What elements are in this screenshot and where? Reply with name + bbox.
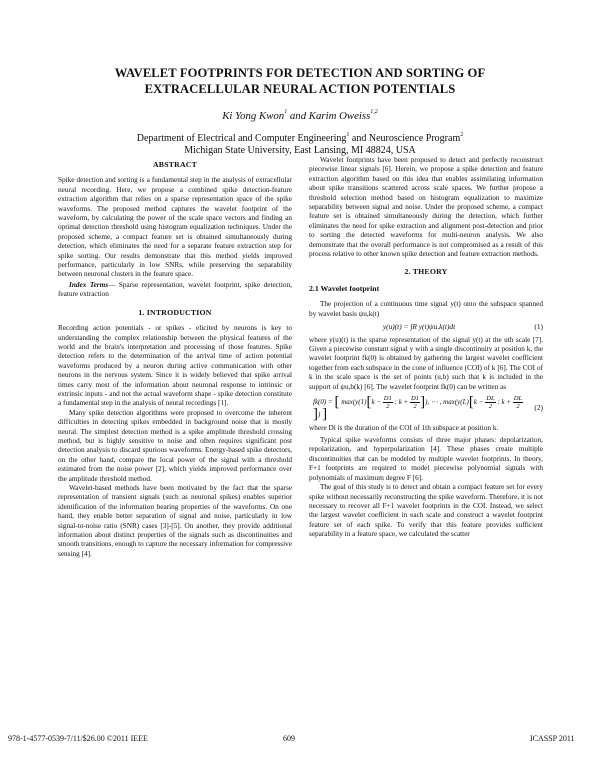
theory-paragraph-2: where y(u)(t) is the sparse representation of the signal y(t) at the uth scale [7]. Given a piecewise constant signal y with a single discontinuity at position k, the wavelet footprint fk(0) is obtained by gathering the largest wavelet coefficient together from each subspace in the cone of influence (COI) of k [6]. The COI of k in the scale space is the set of points (u,b) such that k is included in the support of ψu,b(k) [6]. The wavelet footprint fk(0) can be written as [309,335,543,391]
theory-paragraph-1: The projection of a continuous time signal y(t) onto the subspace spanned by wavelet basis ψu,k(t) [309,300,543,318]
author-1: Ki Yong Kwon [222,110,285,122]
affiliation-line-2: Michigan State University, East Lansing, MI 48824, USA [184,145,416,156]
author-2-sup: 1,2 [370,109,378,116]
equation-2-bracket-inner-open-2: [ [468,393,474,410]
equation-2-end: ) [318,410,321,419]
equation-2-mid: ), ⋯ , max(y(L) [425,398,469,407]
index-terms [58,281,292,300]
equation-2-lhs: fk(0) = [313,398,333,407]
equation-2-body [309,395,529,420]
index-terms-text: — Sparse representation, wavelet footprint, spike detection, feature extraction [58,280,292,299]
equation-2-bracket-inner-close-2: ] [313,405,318,422]
equation-2-frac-1-num: D1 [383,394,392,402]
affiliation-dept-b: Neuroscience Program [368,133,461,144]
left-column [58,156,292,559]
theory-paragraph-4: Typical spike waveforms consists of three major phases: depolarization, repolarization, and hyperpolarization [4]. These phases create multiple discontinuities that can be modeled by multiple wavelet footprints. In theory, F+1 footprints are required to model piecewise polynomial signals with polynomials of maximum degree F [6]. [309,436,543,482]
affiliation-and: and [349,133,369,144]
equation-2-frac-3-num: DL [486,394,495,402]
author-1-sup: 1 [284,109,288,116]
abstract-heading: ABSTRACT [152,160,198,169]
equation-2-frac-3-den: 2 [488,402,493,410]
equation-2 [309,395,543,420]
equation-1-number: (1) [534,322,543,332]
equation-2-frac-1 [383,395,393,410]
affiliation-dept-a: Department of Electrical and Computer Engineering [136,133,347,144]
affiliation [60,133,540,157]
authors-and: and [287,110,309,122]
equation-2-bracket-open: [ [334,393,340,410]
equation-2-k1: k − [371,398,382,407]
intro-paragraph-1: Recording action potentials - or spikes - elicited by neurons is key to understanding the complex relationship between the physical features of the world and the brain's interpretation and processing of those features. Spike detection refers to the determination of the arrival time of action potential waveforms produced by a neuron during active communication with other neurons in the nervous system. Since it is widely believed that spike arrival times carry most of the information about neuronal response to intrinsic or extrinsic inputs - and not the actual waveform shape - spike detection constitute a fundamental step in the analysis of neural recordings [1]. [58,324,292,408]
equation-2-frac-4 [513,395,523,410]
intro-paragraph-4: Wavelet footprints have been proposed to detect and perfectly reconstruct piecewise linear signals [6]. Herein, we propose a spike detection and feature extraction algorithm based on this idea that enables assimilating information about spike transitions scattered across scale spaces. We further propose a threshold selection method based on histogram equalization to maximize separability between signal and noise. Under the proposed scheme, a compact feature set is obtained simultaneously during the detection, which further eliminates the need for spike extraction and alignment post-detection and prior to sorting the detected waveforms for multi-neuron analysis. We also demonstrate that the overall performance is not compromised as a result of this process relative to other known spike detection and feature extraction methods. [309,156,543,259]
equation-1-body: y(u)(t) = ∫R y(t)ψu,k(t)dt [382,322,456,332]
theory-heading: 2. THEORY [404,267,448,277]
authors [60,110,540,122]
intro-heading: 1. INTRODUCTION [138,307,212,317]
equation-2-number: (2) [534,402,543,412]
intro-paragraph-2: Many spike detection algorithms were proposed to overcome the inherent difficulties in detecting spikes embedded in background noise that is mostly neural. The simplest detection method is a spike amplitude threshold crossing method, but is highly sensitive to noise and often requires significant post detection analysis to discard spurious waveforms. Energy-based spike detectors, on the other hand, compare the local power of the signal with a threshold estimated from the noise power [2], which yields improved performance over the amplitude threshold method. [58,408,292,483]
equation-2-bracket-close: ] [322,405,328,422]
theory-paragraph-5: The goal of this study is to detect and obtain a compact feature set for every spike without necessarily reconstructing the spike waveform. Therefore, it is not necessary to recover all F+1 wavelet footprints in the COI. Instead, we select the largest wavelet coefficient in each scale and construct a wavelet footprint feature set of each spike. To verify that this feature provides sufficient separability in a feature space, we calculated the scatter [309,483,543,539]
equation-2-bracket-inner-open: [ [366,393,372,410]
title-line-1: WAVELET FOOTPRINTS FOR DETECTION AND SORTING OF [114,66,486,80]
equation-2-frac-2 [410,395,420,410]
equation-2-frac-2-num: D1 [411,394,420,402]
theory-paragraph-3: where Di is the duration of the COI of 1th subspace at position k. [309,423,499,432]
equation-2-frac-2-den: 2 [413,402,417,410]
equation-2-k4: : k + [497,398,512,407]
footer-isbn: 978-1-4577-0539-7/11/$26.00 ©2011 IEEE [8,734,148,743]
intro-paragraph-3: Wavelet-based methods have been motivated by the fact that the sparse representation of transient signals (such as neuronal spikes) enables superior identification of the information bearing properties of the waveforms. On one hand, they enable better separation of signal and noise, particularly in low signal-to-noise ratio (SNR) cases [3]-[5]. On another, they provide additional information about distinct properties of the signals such as discontinuities and smooth transitions, enough to capture the necessary information for compressive sensing [4]. [58,484,292,558]
right-column [309,156,543,540]
equation-1 [309,322,543,331]
footer-page-number: 609 [283,734,295,743]
equation-2-term-1: max(y(1) [341,398,367,407]
affiliation-sup-b: 2 [460,131,464,138]
wavelet-footprint-subheading: 2.1 Wavelet footprint [309,283,380,293]
equation-2-frac-4-den: 2 [516,402,520,410]
equation-2-frac-4-num: DL [513,394,523,402]
equation-2-k2: : k + [394,398,409,407]
affiliation-line-1 [60,133,540,145]
footer-conference: ICASSP 2011 [530,734,575,743]
equation-2-frac-3 [485,395,495,410]
equation-2-frac-1-den: 2 [386,402,390,410]
index-terms-label: Index Terms [69,280,109,289]
paper-title [60,66,540,97]
affiliation-sup-a: 1 [346,131,350,138]
title-line-2: EXTRACELLULAR NEURAL ACTION POTENTIALS [144,81,456,96]
equation-2-k3: k − [473,398,484,407]
abstract-text: Spike detection and sorting is a fundamental step in the analysis of extracellular neural recording. Here, we propose a combined spike detection-feature extraction algorithm that relies on a sparse representation space of the spike waveforms. The proposed method captures the wavelet footprint of the waveform, by calculating the power of the scale space vectors and finding an optimal detection threshold using histogram equalization techniques. Under the proposed scheme, a compact feature set is obtained simultaneously during detection, which eliminates the need for a separate feature extraction step for spike sorting. Our results demonstrate that this method yields improved performance, particularly in low SNRs, while preserving the separability between neuronal clusters in the feature space. [58,176,292,279]
equation-2-bracket-inner-close: ] [420,393,426,410]
author-2: Karim Oweiss [308,110,371,122]
